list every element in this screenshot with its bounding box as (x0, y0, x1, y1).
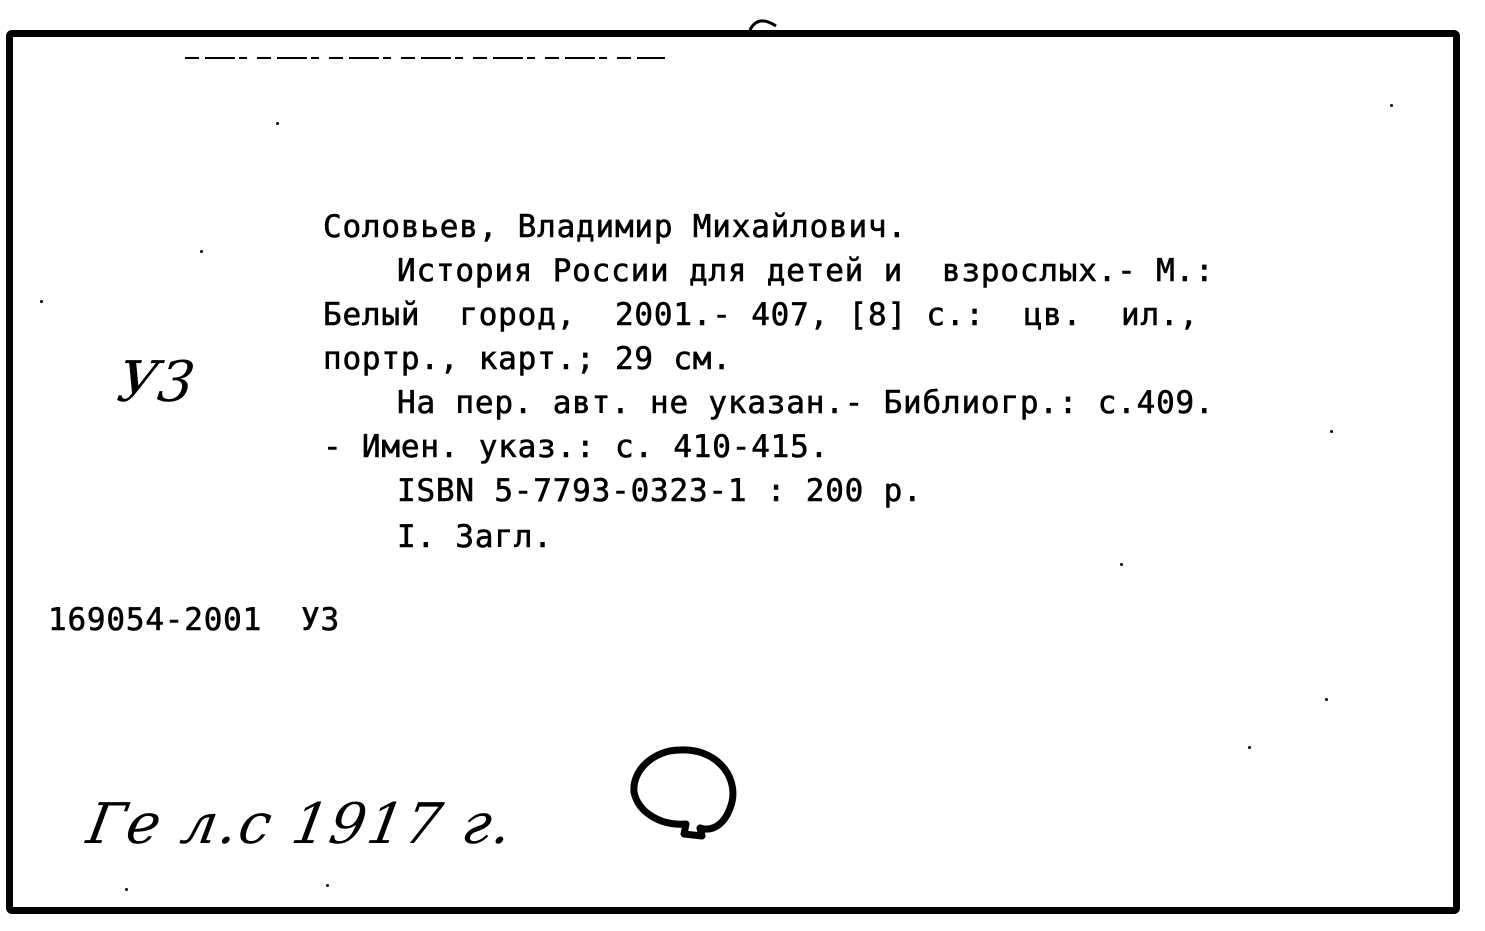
notes-line-1: На пер. авт. не указан.- Библиогр.: с.409. (397, 385, 1215, 421)
speck (1248, 746, 1251, 749)
speck (1120, 563, 1123, 566)
title-statement-line-2: Белый город, 2001.- 407, [8] с.: цв. ил., (323, 297, 1199, 333)
speck (276, 122, 279, 125)
top-edge-bump (750, 21, 776, 30)
handwritten-class-mark: У3 (113, 350, 199, 415)
isbn-line: ISBN 5-7793-0323-1 : 200 р. (397, 473, 923, 509)
speck (1330, 430, 1333, 433)
notes-line-2: - Имен. указ.: с. 410-415. (323, 429, 830, 465)
author-heading: Соловьев, Владимир Михайлович. (323, 209, 907, 245)
speck (125, 888, 128, 891)
accession-number: 169054-2001 У3 (48, 602, 340, 638)
hand-drawn-circle (620, 740, 750, 850)
title-statement-line-3: портр., карт.; 29 см. (323, 341, 732, 377)
speck (200, 250, 203, 253)
speck (1390, 104, 1393, 107)
handwritten-note: Ге л.с 1917 г. (82, 792, 519, 857)
title-statement-line-1: История России для детей и взрослых.- М.: (397, 253, 1215, 289)
speck (1325, 698, 1328, 701)
speck (326, 884, 329, 887)
speck (40, 300, 43, 303)
tracing-line: I. Загл. (397, 519, 553, 555)
